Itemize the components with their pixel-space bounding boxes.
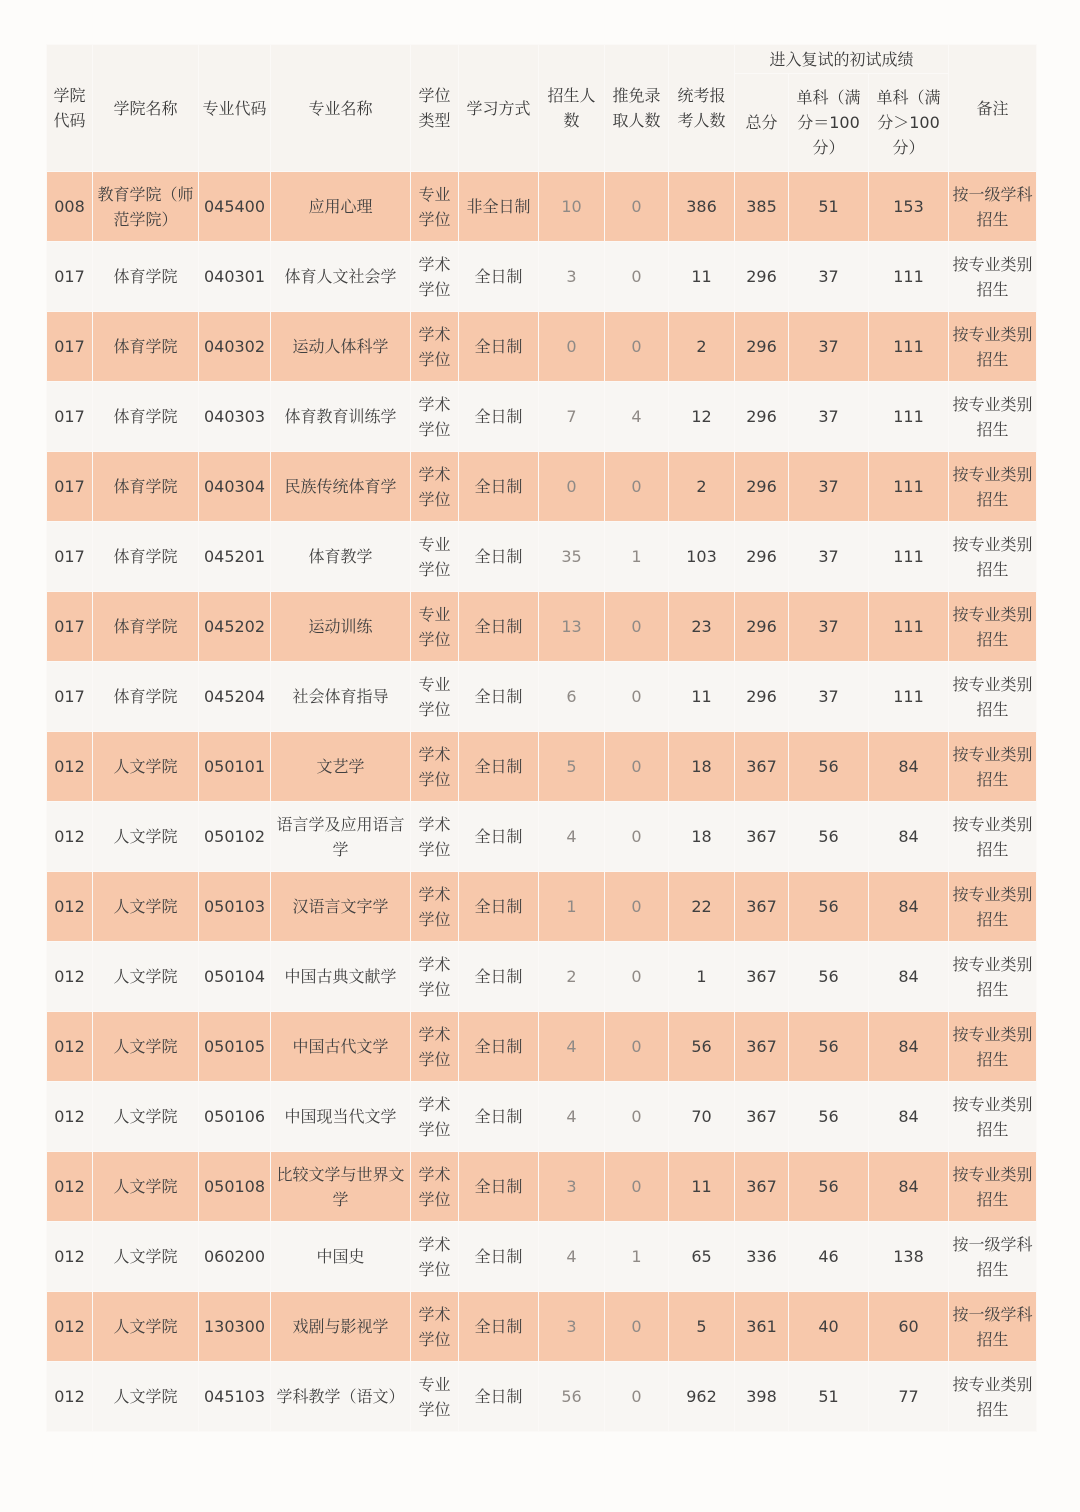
cell-single-100: 51	[789, 1362, 869, 1432]
cell-college-name: 人文学院	[93, 1222, 199, 1292]
cell-single-gt100: 84	[869, 1012, 949, 1082]
cell-single-gt100: 153	[869, 172, 949, 242]
cell-major-name: 运动训练	[271, 592, 411, 662]
cell-college-name: 体育学院	[93, 452, 199, 522]
cell-degree-type: 专业学位	[411, 172, 459, 242]
cell-enrollment: 56	[539, 1362, 605, 1432]
cell-total: 367	[735, 942, 789, 1012]
cell-college-code: 017	[47, 662, 93, 732]
cell-study-mode: 全日制	[459, 732, 539, 802]
cell-total: 367	[735, 732, 789, 802]
cell-study-mode: 全日制	[459, 382, 539, 452]
cell-exempt: 1	[605, 1222, 669, 1292]
table-row	[47, 662, 1037, 732]
table-row	[47, 242, 1037, 312]
cell-total: 367	[735, 1082, 789, 1152]
cell-remarks: 按专业类别招生	[949, 732, 1037, 802]
cell-college-name: 体育学院	[93, 522, 199, 592]
cell-degree-type: 学术学位	[411, 1152, 459, 1222]
cell-degree-type: 学术学位	[411, 732, 459, 802]
cell-remarks: 按一级学科招生	[949, 1292, 1037, 1362]
cell-major-code: 130300	[199, 1292, 271, 1362]
cell-major-name: 中国古典文献学	[271, 942, 411, 1012]
cell-major-name: 汉语言文字学	[271, 872, 411, 942]
cell-remarks: 按专业类别招生	[949, 662, 1037, 732]
cell-total: 296	[735, 382, 789, 452]
cell-study-mode: 全日制	[459, 1222, 539, 1292]
cell-major-code: 050101	[199, 732, 271, 802]
admissions-table	[46, 44, 1037, 1432]
cell-applicants: 1	[669, 942, 735, 1012]
table-header	[47, 45, 1037, 172]
cell-college-code: 012	[47, 1292, 93, 1362]
table-body	[47, 172, 1037, 1432]
cell-single-gt100: 111	[869, 242, 949, 312]
cell-exempt: 0	[605, 1082, 669, 1152]
cell-total: 296	[735, 312, 789, 382]
cell-remarks: 按专业类别招生	[949, 872, 1037, 942]
cell-college-name: 人文学院	[93, 872, 199, 942]
cell-enrollment: 13	[539, 592, 605, 662]
table-row	[47, 1362, 1037, 1432]
cell-major-code: 050104	[199, 942, 271, 1012]
cell-remarks: 按专业类别招生	[949, 242, 1037, 312]
header-score-group: 进入复试的初试成绩	[735, 45, 949, 74]
cell-study-mode: 全日制	[459, 242, 539, 312]
cell-applicants: 2	[669, 312, 735, 382]
cell-applicants: 2	[669, 452, 735, 522]
cell-total: 367	[735, 1152, 789, 1222]
cell-remarks: 按专业类别招生	[949, 522, 1037, 592]
cell-remarks: 按专业类别招生	[949, 1082, 1037, 1152]
cell-major-name: 社会体育指导	[271, 662, 411, 732]
cell-college-name: 人文学院	[93, 1012, 199, 1082]
table-row	[47, 382, 1037, 452]
cell-single-gt100: 111	[869, 312, 949, 382]
cell-remarks: 按专业类别招生	[949, 312, 1037, 382]
cell-remarks: 按专业类别招生	[949, 802, 1037, 872]
cell-enrollment: 6	[539, 662, 605, 732]
cell-total: 296	[735, 592, 789, 662]
table-row	[47, 802, 1037, 872]
cell-applicants: 12	[669, 382, 735, 452]
cell-degree-type: 学术学位	[411, 382, 459, 452]
cell-enrollment: 10	[539, 172, 605, 242]
header-single-gt100: 单科（满分＞100分）	[869, 74, 949, 172]
cell-single-gt100: 77	[869, 1362, 949, 1432]
cell-study-mode: 全日制	[459, 452, 539, 522]
cell-enrollment: 4	[539, 1012, 605, 1082]
cell-single-gt100: 111	[869, 452, 949, 522]
header-major-name: 专业名称	[271, 45, 411, 172]
cell-major-code: 040303	[199, 382, 271, 452]
cell-single-gt100: 138	[869, 1222, 949, 1292]
cell-college-code: 012	[47, 1082, 93, 1152]
cell-major-code: 050103	[199, 872, 271, 942]
cell-degree-type: 学术学位	[411, 1222, 459, 1292]
cell-exempt: 0	[605, 592, 669, 662]
cell-exempt: 0	[605, 802, 669, 872]
cell-college-name: 人文学院	[93, 1292, 199, 1362]
cell-single-100: 56	[789, 1012, 869, 1082]
cell-major-code: 050108	[199, 1152, 271, 1222]
cell-college-name: 人文学院	[93, 1082, 199, 1152]
table-row	[47, 172, 1037, 242]
cell-single-100: 56	[789, 942, 869, 1012]
cell-degree-type: 专业学位	[411, 522, 459, 592]
table-row	[47, 872, 1037, 942]
cell-applicants: 18	[669, 802, 735, 872]
cell-enrollment: 0	[539, 312, 605, 382]
cell-degree-type: 学术学位	[411, 312, 459, 382]
cell-enrollment: 4	[539, 1082, 605, 1152]
cell-major-code: 045400	[199, 172, 271, 242]
cell-study-mode: 全日制	[459, 1082, 539, 1152]
cell-degree-type: 专业学位	[411, 592, 459, 662]
cell-degree-type: 学术学位	[411, 1082, 459, 1152]
cell-degree-type: 学术学位	[411, 802, 459, 872]
cell-degree-type: 学术学位	[411, 1012, 459, 1082]
cell-study-mode: 全日制	[459, 592, 539, 662]
cell-single-100: 37	[789, 242, 869, 312]
cell-total: 336	[735, 1222, 789, 1292]
cell-single-100: 37	[789, 382, 869, 452]
cell-single-100: 56	[789, 1152, 869, 1222]
cell-enrollment: 2	[539, 942, 605, 1012]
cell-major-name: 应用心理	[271, 172, 411, 242]
cell-degree-type: 学术学位	[411, 872, 459, 942]
cell-college-code: 017	[47, 522, 93, 592]
cell-major-code: 050102	[199, 802, 271, 872]
cell-remarks: 按专业类别招生	[949, 1012, 1037, 1082]
cell-total: 367	[735, 1012, 789, 1082]
cell-study-mode: 全日制	[459, 1012, 539, 1082]
cell-exempt: 1	[605, 522, 669, 592]
cell-single-gt100: 84	[869, 1082, 949, 1152]
table-row	[47, 1222, 1037, 1292]
cell-single-100: 40	[789, 1292, 869, 1362]
header-study-mode: 学习方式	[459, 45, 539, 172]
cell-enrollment: 35	[539, 522, 605, 592]
cell-degree-type: 学术学位	[411, 942, 459, 1012]
cell-major-name: 语言学及应用语言学	[271, 802, 411, 872]
cell-enrollment: 4	[539, 1222, 605, 1292]
table-row	[47, 942, 1037, 1012]
cell-college-name: 体育学院	[93, 242, 199, 312]
cell-major-code: 040302	[199, 312, 271, 382]
cell-total: 367	[735, 802, 789, 872]
cell-study-mode: 全日制	[459, 662, 539, 732]
cell-exempt: 0	[605, 452, 669, 522]
cell-remarks: 按专业类别招生	[949, 382, 1037, 452]
cell-major-code: 045201	[199, 522, 271, 592]
cell-college-name: 人文学院	[93, 942, 199, 1012]
cell-study-mode: 全日制	[459, 942, 539, 1012]
cell-remarks: 按专业类别招生	[949, 1362, 1037, 1432]
cell-single-100: 56	[789, 872, 869, 942]
cell-degree-type: 学术学位	[411, 242, 459, 312]
cell-single-gt100: 111	[869, 592, 949, 662]
cell-single-100: 37	[789, 312, 869, 382]
cell-applicants: 70	[669, 1082, 735, 1152]
cell-exempt: 4	[605, 382, 669, 452]
header-remarks: 备注	[949, 45, 1037, 172]
cell-exempt: 0	[605, 242, 669, 312]
cell-college-code: 017	[47, 452, 93, 522]
cell-single-100: 37	[789, 452, 869, 522]
cell-exempt: 0	[605, 732, 669, 802]
cell-exempt: 0	[605, 1292, 669, 1362]
cell-single-100: 37	[789, 592, 869, 662]
cell-single-gt100: 84	[869, 942, 949, 1012]
cell-study-mode: 全日制	[459, 522, 539, 592]
cell-degree-type: 专业学位	[411, 1362, 459, 1432]
cell-total: 296	[735, 242, 789, 312]
header-total: 总分	[735, 74, 789, 172]
cell-total: 296	[735, 522, 789, 592]
cell-single-gt100: 60	[869, 1292, 949, 1362]
cell-single-100: 56	[789, 732, 869, 802]
cell-major-code: 045103	[199, 1362, 271, 1432]
cell-enrollment: 0	[539, 452, 605, 522]
cell-total: 385	[735, 172, 789, 242]
cell-major-name: 学科教学（语文）	[271, 1362, 411, 1432]
cell-exempt: 0	[605, 1012, 669, 1082]
cell-applicants: 386	[669, 172, 735, 242]
cell-degree-type: 学术学位	[411, 1292, 459, 1362]
cell-applicants: 56	[669, 1012, 735, 1082]
table-row	[47, 1152, 1037, 1222]
cell-applicants: 11	[669, 242, 735, 312]
cell-single-100: 51	[789, 172, 869, 242]
cell-college-name: 人文学院	[93, 802, 199, 872]
cell-major-name: 中国史	[271, 1222, 411, 1292]
cell-remarks: 按专业类别招生	[949, 942, 1037, 1012]
cell-college-code: 012	[47, 1012, 93, 1082]
cell-college-name: 体育学院	[93, 382, 199, 452]
header-exempt: 推免录取人数	[605, 45, 669, 172]
cell-total: 367	[735, 872, 789, 942]
cell-major-code: 040304	[199, 452, 271, 522]
header-college-name: 学院名称	[93, 45, 199, 172]
cell-single-100: 37	[789, 662, 869, 732]
table-row	[47, 1012, 1037, 1082]
cell-major-code: 045204	[199, 662, 271, 732]
cell-exempt: 0	[605, 172, 669, 242]
cell-college-name: 人文学院	[93, 732, 199, 802]
cell-college-name: 人文学院	[93, 1362, 199, 1432]
cell-college-name: 体育学院	[93, 592, 199, 662]
header-enrollment: 招生人数	[539, 45, 605, 172]
cell-major-code: 050105	[199, 1012, 271, 1082]
cell-enrollment: 4	[539, 802, 605, 872]
cell-single-gt100: 84	[869, 872, 949, 942]
cell-major-name: 民族传统体育学	[271, 452, 411, 522]
cell-single-gt100: 111	[869, 522, 949, 592]
table-row	[47, 732, 1037, 802]
cell-college-code: 012	[47, 942, 93, 1012]
cell-college-code: 012	[47, 872, 93, 942]
cell-study-mode: 全日制	[459, 802, 539, 872]
header-degree-type: 学位类型	[411, 45, 459, 172]
cell-remarks: 按专业类别招生	[949, 452, 1037, 522]
cell-college-code: 008	[47, 172, 93, 242]
cell-single-gt100: 84	[869, 802, 949, 872]
cell-study-mode: 全日制	[459, 312, 539, 382]
cell-applicants: 11	[669, 1152, 735, 1222]
cell-college-name: 人文学院	[93, 1152, 199, 1222]
cell-degree-type: 专业学位	[411, 662, 459, 732]
cell-major-name: 体育教育训练学	[271, 382, 411, 452]
cell-major-name: 中国现当代文学	[271, 1082, 411, 1152]
cell-study-mode: 全日制	[459, 872, 539, 942]
cell-study-mode: 非全日制	[459, 172, 539, 242]
table-row	[47, 452, 1037, 522]
cell-applicants: 22	[669, 872, 735, 942]
cell-college-name: 体育学院	[93, 662, 199, 732]
cell-applicants: 962	[669, 1362, 735, 1432]
cell-exempt: 0	[605, 1362, 669, 1432]
cell-applicants: 11	[669, 662, 735, 732]
cell-single-gt100: 84	[869, 1152, 949, 1222]
cell-applicants: 23	[669, 592, 735, 662]
cell-major-name: 运动人体科学	[271, 312, 411, 382]
cell-study-mode: 全日制	[459, 1362, 539, 1432]
cell-enrollment: 1	[539, 872, 605, 942]
table-row	[47, 1082, 1037, 1152]
cell-single-100: 56	[789, 802, 869, 872]
table-row	[47, 1292, 1037, 1362]
cell-major-name: 体育人文社会学	[271, 242, 411, 312]
cell-remarks: 按专业类别招生	[949, 592, 1037, 662]
cell-college-code: 012	[47, 732, 93, 802]
cell-single-gt100: 84	[869, 732, 949, 802]
cell-major-name: 中国古代文学	[271, 1012, 411, 1082]
cell-college-code: 012	[47, 1222, 93, 1292]
cell-study-mode: 全日制	[459, 1152, 539, 1222]
cell-remarks: 按一级学科招生	[949, 1222, 1037, 1292]
cell-major-name: 戏剧与影视学	[271, 1292, 411, 1362]
cell-remarks: 按一级学科招生	[949, 172, 1037, 242]
cell-exempt: 0	[605, 662, 669, 732]
cell-degree-type: 学术学位	[411, 452, 459, 522]
cell-enrollment: 3	[539, 1152, 605, 1222]
cell-major-name: 比较文学与世界文学	[271, 1152, 411, 1222]
cell-college-name: 体育学院	[93, 312, 199, 382]
cell-college-code: 017	[47, 312, 93, 382]
cell-college-code: 012	[47, 1152, 93, 1222]
cell-single-gt100: 111	[869, 662, 949, 732]
cell-applicants: 103	[669, 522, 735, 592]
cell-single-100: 37	[789, 522, 869, 592]
cell-enrollment: 5	[539, 732, 605, 802]
cell-college-code: 017	[47, 242, 93, 312]
cell-exempt: 0	[605, 872, 669, 942]
cell-major-code: 040301	[199, 242, 271, 312]
cell-enrollment: 3	[539, 1292, 605, 1362]
cell-total: 296	[735, 662, 789, 732]
header-single-100: 单科（满分＝100分）	[789, 74, 869, 172]
cell-enrollment: 3	[539, 242, 605, 312]
cell-college-name: 教育学院（师范学院）	[93, 172, 199, 242]
cell-major-name: 体育教学	[271, 522, 411, 592]
cell-college-code: 017	[47, 382, 93, 452]
cell-remarks: 按专业类别招生	[949, 1152, 1037, 1222]
cell-total: 398	[735, 1362, 789, 1432]
cell-major-code: 050106	[199, 1082, 271, 1152]
cell-applicants: 65	[669, 1222, 735, 1292]
cell-major-code: 060200	[199, 1222, 271, 1292]
cell-exempt: 0	[605, 1152, 669, 1222]
cell-total: 361	[735, 1292, 789, 1362]
table-row	[47, 592, 1037, 662]
cell-study-mode: 全日制	[459, 1292, 539, 1362]
header-major-code: 专业代码	[199, 45, 271, 172]
cell-enrollment: 7	[539, 382, 605, 452]
header-college-code: 学院代码	[47, 45, 93, 172]
cell-major-code: 045202	[199, 592, 271, 662]
cell-total: 296	[735, 452, 789, 522]
header-applicants: 统考报考人数	[669, 45, 735, 172]
cell-single-100: 46	[789, 1222, 869, 1292]
cell-applicants: 5	[669, 1292, 735, 1362]
table-row	[47, 522, 1037, 592]
cell-single-gt100: 111	[869, 382, 949, 452]
cell-college-code: 012	[47, 1362, 93, 1432]
cell-major-name: 文艺学	[271, 732, 411, 802]
cell-exempt: 0	[605, 312, 669, 382]
cell-college-code: 017	[47, 592, 93, 662]
cell-single-100: 56	[789, 1082, 869, 1152]
cell-applicants: 18	[669, 732, 735, 802]
table-row	[47, 312, 1037, 382]
cell-college-code: 012	[47, 802, 93, 872]
cell-exempt: 0	[605, 942, 669, 1012]
